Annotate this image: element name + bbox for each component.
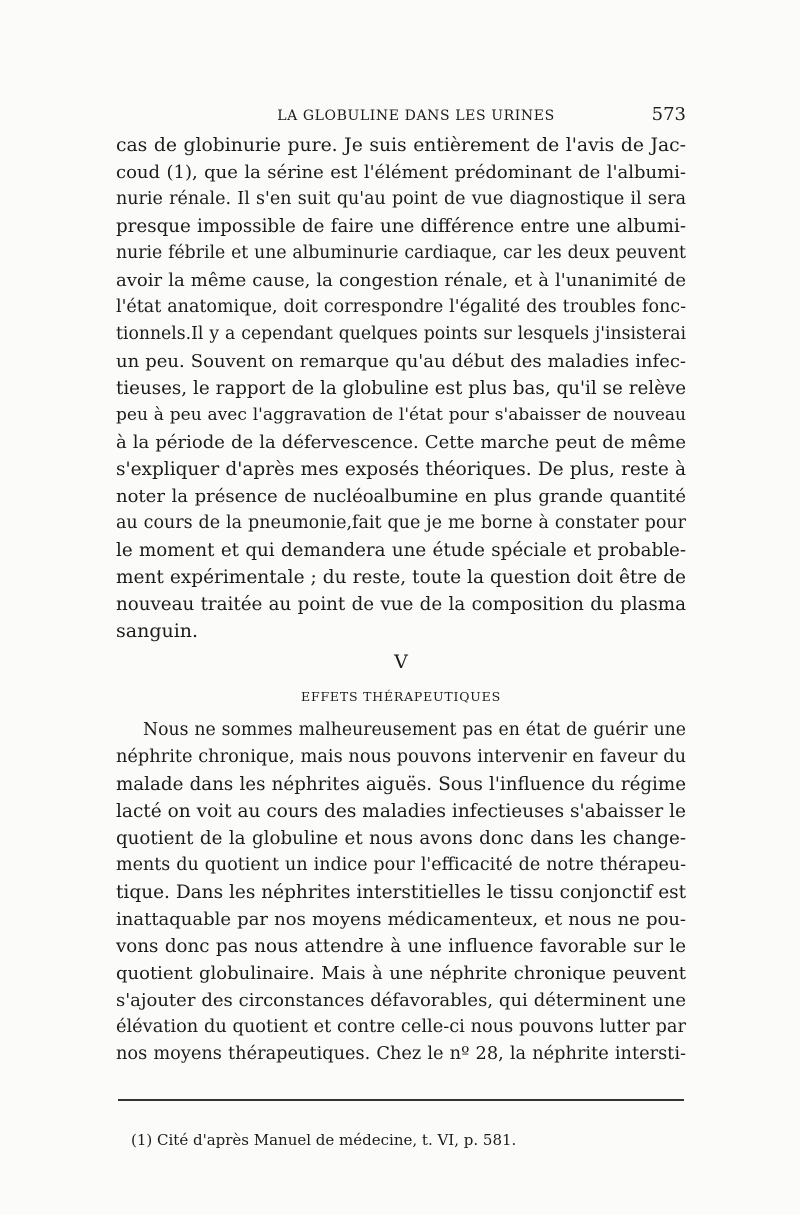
section-number: V xyxy=(394,651,408,673)
running-title: LA GLOBULINE DANS LES URINES xyxy=(277,108,555,124)
text-line: malade dans les néphrites aiguës. Sous l'influence du régime xyxy=(116,774,686,795)
text-line: nurie rénale. Il s'en suit qu'au point de vue diagnostique il sera xyxy=(116,189,686,209)
text-line: Nous ne sommes malheureusement pas en état de guérir une xyxy=(143,720,686,740)
text-line: tionnels.Il y a cependant quelques points sur lesquels j'insisterai xyxy=(116,324,686,344)
running-head xyxy=(116,104,686,128)
footnote-rule xyxy=(118,1099,684,1101)
text-line: un peu. Souvent on remarque qu'au début des maladies infec- xyxy=(116,351,686,372)
text-line: avoir la même cause, la congestion rénale, et à l'unanimité de xyxy=(116,270,686,291)
text-line: quotient globulinaire. Mais à une néphrite chronique peuvent xyxy=(116,963,686,984)
page-number: 573 xyxy=(651,104,686,125)
text-line: le moment et qui demandera une étude spéciale et probable- xyxy=(116,540,686,561)
text-line: nurie fébrile et une albuminurie cardiaque, car les deux peuvent xyxy=(116,243,686,263)
text-line: quotient de la globuline et nous avons donc dans les change- xyxy=(116,828,686,849)
paragraph-2 xyxy=(116,717,686,1068)
text-line: élévation du quotient et contre celle-ci nous pouvons lutter par xyxy=(116,1017,686,1037)
text-line: tique. Dans les néphrites interstitielles le tissu conjonctif est xyxy=(116,882,687,903)
paragraph-1 xyxy=(116,132,686,645)
text-line: cas de globinurie pure. Je suis entièrement de l'avis de Jac- xyxy=(116,135,686,156)
text-line: sanguin. xyxy=(116,620,199,642)
text-line: inattaquable par nos moyens médicamenteux, et nous ne pou- xyxy=(116,909,686,930)
text-line: noter la présence de nucléoalbumine en plus grande quantité xyxy=(116,486,686,507)
text-line: peu à peu avec l'aggravation de l'état pour s'abaisser de nouveau xyxy=(116,405,686,425)
text-line: lacté on voit au cours des maladies infectieuses s'abaisser le xyxy=(116,801,686,822)
text-line: ment expérimentale ; du reste, toute la question doit être de xyxy=(116,567,686,588)
text-line: vons donc pas nous attendre à une influence favorable sur le xyxy=(116,936,686,957)
text-line: néphrite chronique, mais nous pouvons intervenir en faveur du xyxy=(116,747,686,767)
section-title: EFFETS THÉRAPEUTIQUES xyxy=(301,689,501,704)
text-line: au cours de la pneumonie,fait que je me borne à constater pour xyxy=(116,513,686,533)
text-line: s'ajouter des circonstances défavorables, qui déterminent une xyxy=(116,990,686,1011)
text-line: tieuses, le rapport de la globuline est plus bas, qu'il se relève xyxy=(116,378,686,399)
text-line: ments du quotient un indice pour l'efficacité de notre thérapeu- xyxy=(116,855,686,875)
text-line: s'expliquer d'après mes exposés théoriques. De plus, reste à xyxy=(116,459,686,480)
text-line: nos moyens thérapeutiques. Chez le nº 28, la néphrite intersti- xyxy=(116,1044,686,1064)
text-line: à la période de la défervescence. Cette marche peut de même xyxy=(116,432,686,453)
text-line: nouveau traitée au point de vue de la composition du plasma xyxy=(116,594,686,615)
text-line: presque impossible de faire une différence entre une albumi- xyxy=(116,216,686,237)
text-line: coud (1), que la sérine est l'élément prédominant de l'albumi- xyxy=(116,162,686,183)
text-line: l'état anatomique, doit correspondre l'égalité des troubles fonc- xyxy=(116,297,686,317)
footnote: (1) Cité d'après Manuel de médecine, t. VI, p. 581. xyxy=(131,1131,517,1149)
